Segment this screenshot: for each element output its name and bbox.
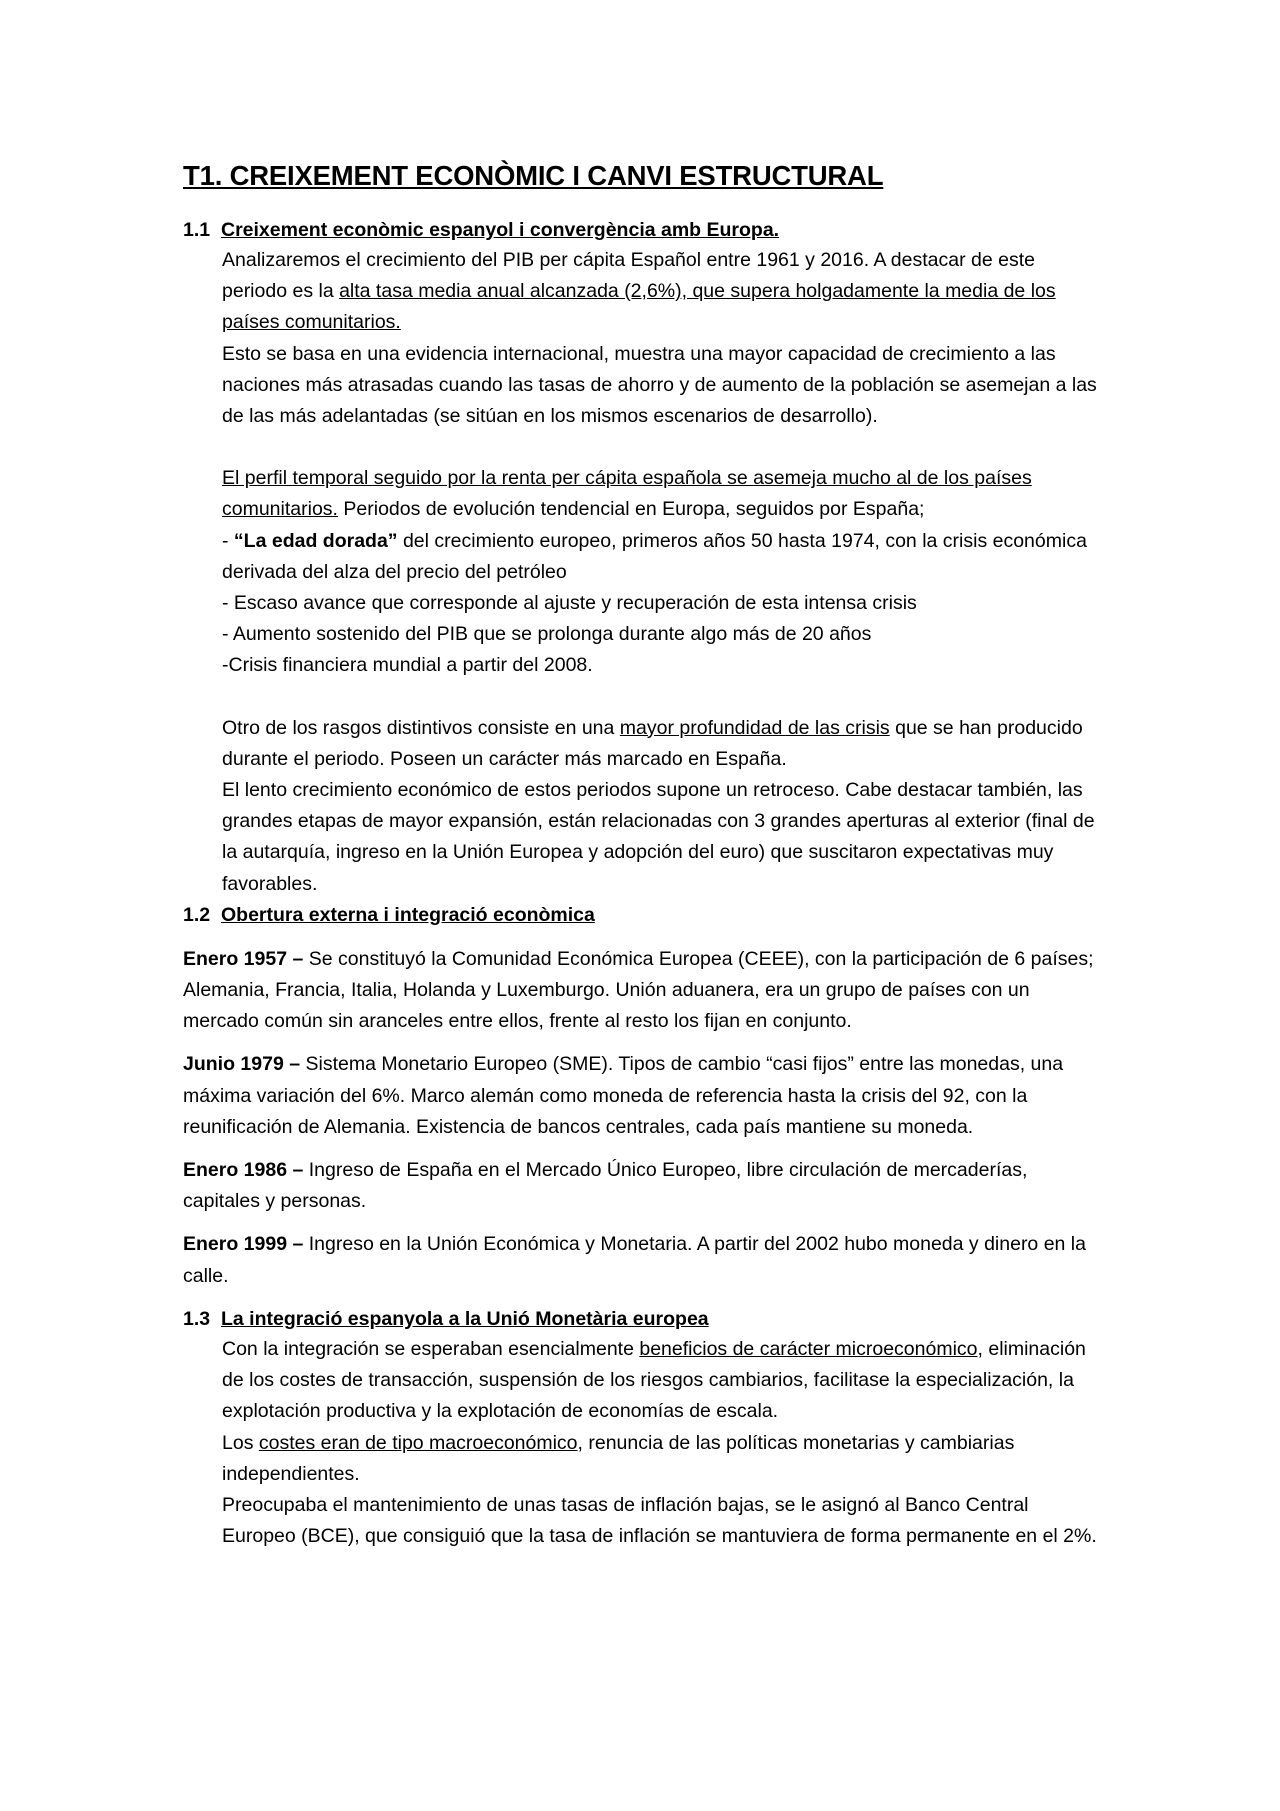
underlined-text: beneficios de carácter microeconómico xyxy=(639,1337,978,1360)
text-run: que se han producido durante el periodo. Poseen un carácter más marcado en España. xyxy=(222,716,1083,770)
paragraph xyxy=(222,1334,1100,1428)
entry-text: Ingreso de España en el Mercado Único Europeo, libre circulación de mercaderías, capitales y personas. xyxy=(183,1159,1028,1213)
list-item: -Crisis financiera mundial a partir del 2008. xyxy=(222,654,593,677)
text-run: Con la integración se esperaban esencialmente xyxy=(222,1337,640,1360)
text-run: Otro de los rasgos distintivos consiste en una xyxy=(222,716,620,739)
entry-text: Sistema Monetario Europeo (SME). Tipos de cambio “casi fijos” entre las monedas, una máxima variación del 6%. Marco alemán como moneda de referencia hasta la crisis del 92, con la reunificación de Alemania. Existencia de bancos centrales, cada país mantiene su moneda. xyxy=(183,1053,1064,1138)
text-run: , eliminación de los costes de transacción, suspensión de los riesgos cambiarios, facilitase la especialización, la explotación productiva y la explotación de economías de escala. xyxy=(222,1337,1086,1423)
section-body-1-2 xyxy=(183,944,1100,1292)
paragraph xyxy=(222,245,1100,339)
timeline-entry xyxy=(183,1155,1100,1217)
underlined-text: costes eran de tipo macroeconómico xyxy=(258,1431,578,1454)
list-item xyxy=(222,526,1100,588)
section-heading-1-3 xyxy=(183,1304,1100,1334)
paragraph: Preocupaba el mantenimiento de unas tasas de inflación bajas, se le asignó al Banco Central Europeo (BCE), que consiguió que la tasa de inflación se mantuviera de forma permanente en el 2%. xyxy=(222,1493,1097,1548)
timeline-entry xyxy=(183,1049,1100,1143)
entry-date: Enero 1986 – xyxy=(183,1159,304,1182)
section-heading-text: Creixement econòmic espanyol i convergència amb Europa. xyxy=(221,219,780,241)
blank-line xyxy=(222,432,1100,463)
paragraph: Esto se basa en una evidencia internacional, muestra una mayor capacidad de crecimiento a las naciones más atrasadas cuando las tasas de ahorro y de aumento de la población se asemejan a las de las más adelantadas (se sitúan en los mismos escenarios de desarrollo). xyxy=(222,342,1097,428)
underlined-text: alta tasa media anual alcanzada (2,6%), que supera holgadamente la media de los países comunitarios. xyxy=(222,280,1056,334)
entry-date: Enero 1957 – xyxy=(183,947,304,970)
list-item: - Aumento sostenido del PIB que se prolonga durante algo más de 20 años xyxy=(222,623,872,646)
section-number: 1.2 xyxy=(183,903,211,926)
text-run: Periodos de evolución tendencial en Europa, seguidos por España; xyxy=(337,498,925,521)
section-heading-1-1 xyxy=(183,215,1100,245)
paragraph: El lento crecimiento económico de estos periodos supone un retroceso. Cabe destacar también, las grandes etapas de mayor expansión, están relacionadas con 3 grandes aperturas al exterior (final de la autarquía, ingreso en la Unión Europea y adopción del euro) que suscitaron expectativas muy favorables. xyxy=(222,779,1095,895)
entry-text: Se constituyó la Comunidad Económica Europea (CEEE), con la participación de 6 países; Alemania, Francia, Italia, Holanda y Luxemburgo. Unión aduanera, era un grupo de países con un mercado común sin aranceles entre ellos, frente al resto los fijan en conjunto. xyxy=(183,947,1094,1033)
section-body-1-1 xyxy=(183,245,1100,900)
paragraph xyxy=(222,1428,1100,1490)
text-run: Analizaremos el crecimiento del PIB per cápita Español entre 1961 y 2016. A destacar de este periodo es la xyxy=(222,249,1035,303)
section-heading-1-2 xyxy=(183,900,1100,930)
text-run: , renuncia de las políticas monetarias y cambiarias independientes. xyxy=(222,1431,1015,1485)
section-heading-text: Obertura externa i integració econòmica xyxy=(221,903,595,926)
section-number: 1.1 xyxy=(183,219,211,241)
page-title: T1. CREIXEMENT ECONÒMIC I CANVI ESTRUCTURAL xyxy=(183,160,884,191)
entry-date: Junio 1979 – xyxy=(183,1053,301,1076)
timeline-entry xyxy=(183,944,1100,1038)
blank-line xyxy=(222,682,1100,713)
timeline-entry xyxy=(183,1229,1100,1291)
text-run: - xyxy=(222,529,234,552)
bold-text: “La edad dorada” xyxy=(233,529,398,552)
text-run: del crecimiento europeo, primeros años 50 hasta 1974, con la crisis económica derivada del alza del precio del petróleo xyxy=(222,529,1087,583)
text-run: Los xyxy=(222,1431,259,1454)
underlined-text: El perfil temporal seguido por la renta per cápita española se asemeja mucho al de los países comunitarios. xyxy=(222,467,1032,521)
underlined-text: mayor profundidad de las crisis xyxy=(619,716,890,739)
list-item: - Escaso avance que corresponde al ajuste y recuperación de esta intensa crisis xyxy=(222,592,917,615)
entry-date: Enero 1999 – xyxy=(183,1233,304,1256)
entry-text: Ingreso en la Unión Económica y Monetaria. A partir del 2002 hubo moneda y dinero en la calle. xyxy=(183,1233,1086,1287)
section-body-1-3 xyxy=(183,1334,1100,1552)
section-heading-text: La integració espanyola a la Unió Monetària europea xyxy=(221,1307,709,1330)
section-number: 1.3 xyxy=(183,1307,211,1330)
paragraph xyxy=(222,713,1100,775)
paragraph xyxy=(222,463,1100,525)
